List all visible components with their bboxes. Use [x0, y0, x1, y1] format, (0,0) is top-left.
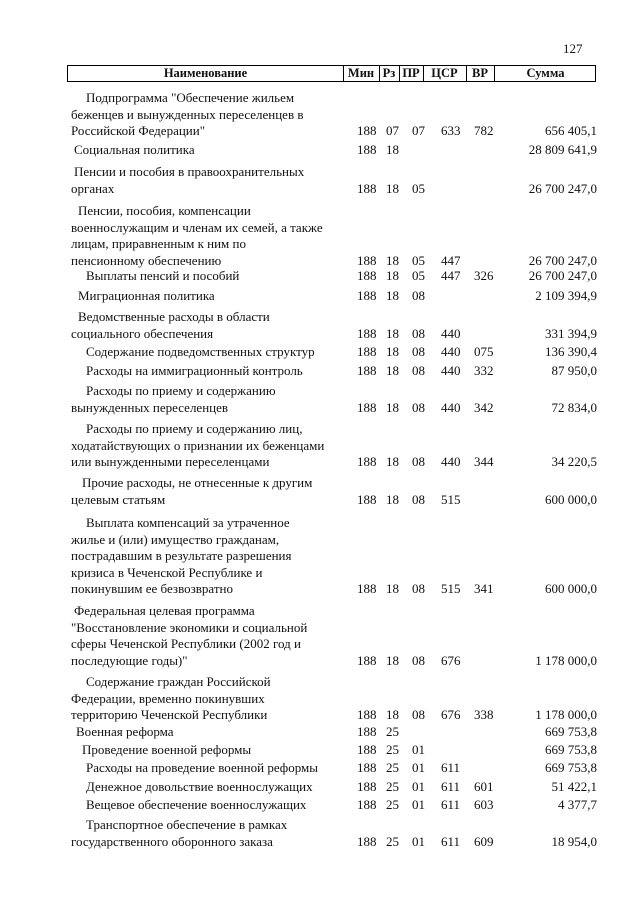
row-sum: 34 220,5	[551, 454, 597, 469]
row-csr: 676	[441, 652, 461, 668]
row-min: 188	[357, 344, 377, 359]
row-csr: 440	[441, 344, 461, 359]
row-csr: 440	[441, 325, 461, 341]
row-vr: 603	[474, 797, 494, 812]
row-min: 188	[357, 454, 377, 469]
row-sum: 26 700 247,0	[528, 180, 597, 196]
row-name-line: целевым статьям	[71, 491, 166, 507]
row-csr: 447	[441, 252, 461, 268]
row-pr: 01	[412, 833, 425, 849]
row-vr: 326	[474, 268, 494, 283]
row-vr: 332	[474, 363, 494, 378]
row-min: 188	[357, 325, 377, 341]
row-sum: 18 954,0	[551, 833, 597, 849]
row-name-line: Миграционная политика	[78, 288, 215, 303]
header-sum: Сумма	[526, 66, 565, 80]
row-name-line: Ведомственные расходы в области	[78, 309, 270, 324]
row-name-line: последующие годы)"	[71, 652, 188, 668]
row-pr: 01	[412, 779, 425, 794]
row-rz: 18	[386, 454, 399, 469]
row-sum: 600 000,0	[545, 581, 597, 596]
row-pr: 08	[412, 288, 425, 303]
row-min: 188	[357, 268, 377, 283]
row-csr: 447	[441, 268, 461, 283]
row-vr: 782	[474, 123, 494, 138]
row-csr: 440	[441, 454, 461, 469]
row-pr: 01	[412, 760, 425, 775]
row-pr: 08	[412, 325, 425, 341]
row-sum: 669 753,8	[545, 760, 597, 775]
row-pr: 08	[412, 491, 425, 507]
row-name-line: социального обеспечения	[71, 325, 214, 341]
row-rz: 18	[386, 399, 399, 415]
row-sum: 600 000,0	[545, 491, 597, 507]
row-min: 188	[357, 180, 377, 196]
row-csr: 611	[441, 760, 461, 775]
row-name-line: сферы Чеченской Республики (2002 год и	[71, 636, 301, 651]
row-rz: 07	[386, 123, 399, 138]
row-name-line: Российской Федерации"	[71, 123, 206, 138]
row-min: 188	[357, 742, 377, 757]
row-rz: 25	[386, 760, 399, 775]
row-name-line: Федерации, временно покинувших	[71, 690, 265, 706]
row-csr: 611	[441, 797, 461, 812]
row-rz: 18	[386, 288, 399, 303]
row-rz: 18	[386, 325, 399, 341]
row-sum: 669 753,8	[545, 742, 597, 757]
row-name-line: Выплаты пенсий и пособий	[86, 268, 240, 283]
row-min: 188	[357, 288, 377, 303]
row-min: 188	[357, 760, 377, 775]
row-sum: 136 390,4	[545, 344, 597, 359]
row-sum: 669 753,8	[545, 724, 597, 739]
header-pr: ПР	[402, 66, 420, 80]
row-name-line: Расходы по приему и содержанию	[86, 383, 276, 398]
row-name-line: Расходы на проведение военной реформы	[86, 760, 318, 775]
row-min: 188	[357, 833, 377, 849]
row-name-line: покинувшим ее безвозвратно	[71, 581, 233, 596]
row-pr: 05	[412, 268, 425, 283]
row-name-line: лицам, приравненным к ним по	[71, 236, 246, 251]
row-name-line: Социальная политика	[74, 142, 195, 157]
row-name-line: Федеральная целевая программа	[74, 603, 255, 618]
row-csr: 633	[441, 123, 461, 138]
row-name-line: Подпрограмма "Обеспечение жильем	[86, 90, 295, 105]
row-pr: 08	[412, 399, 425, 415]
row-vr: 601	[474, 779, 494, 794]
header-min: Мин	[347, 66, 375, 80]
row-name-line: Расходы на иммиграционный контроль	[86, 363, 303, 378]
row-rz: 25	[386, 779, 399, 794]
row-vr: 338	[474, 707, 494, 722]
row-rz: 25	[386, 833, 399, 849]
row-min: 188	[357, 363, 377, 378]
row-csr: 611	[441, 779, 461, 794]
header-rz: Рз	[382, 66, 396, 80]
row-sum: 2 109 394,9	[535, 288, 597, 303]
row-pr: 01	[412, 797, 425, 812]
header-vr: ВР	[472, 66, 488, 80]
row-pr: 08	[412, 363, 425, 378]
row-rz: 18	[386, 344, 399, 359]
row-name-line: Транспортное обеспечение в рамках	[86, 817, 288, 832]
row-name-line: ходатайствующих о признании их беженцами	[71, 437, 325, 453]
row-name-line: Денежное довольствие военнослужащих	[86, 779, 313, 794]
row-rz: 18	[386, 707, 399, 722]
row-pr: 08	[412, 344, 425, 359]
row-vr: 075	[474, 344, 494, 359]
row-name-line: вынужденных переселенцев	[71, 399, 229, 415]
row-pr: 08	[412, 581, 425, 596]
row-name-line: Вещевое обеспечение военнослужащих	[86, 797, 307, 812]
row-name-line: пенсионному обеспечению	[71, 252, 222, 268]
row-name-line: государственного оборонного заказа	[71, 833, 273, 849]
row-sum: 1 178 000,0	[535, 707, 597, 722]
row-min: 188	[357, 142, 377, 157]
row-vr: 342	[474, 399, 494, 415]
row-pr: 01	[412, 742, 425, 757]
row-min: 188	[357, 399, 377, 415]
row-name-line: кризиса в Чеченской Республике и	[71, 564, 263, 580]
row-name-line: Проведение военной реформы	[82, 742, 252, 757]
row-rz: 18	[386, 363, 399, 378]
row-sum: 51 422,1	[551, 779, 597, 794]
row-vr: 609	[474, 833, 494, 849]
row-vr: 341	[474, 581, 494, 596]
row-rz: 18	[386, 268, 399, 283]
row-sum: 1 178 000,0	[535, 652, 597, 668]
row-name-line: территорию Чеченской Республики	[71, 707, 268, 722]
row-csr: 440	[441, 399, 461, 415]
row-name-line: военнослужащим и членам их семей, а также	[71, 219, 323, 235]
row-sum: 72 834,0	[551, 399, 597, 415]
row-name-line: Содержание подведомственных структур	[86, 344, 315, 359]
row-sum: 656 405,1	[545, 123, 597, 138]
row-name-line: Содержание граждан Российской	[86, 674, 271, 689]
row-name-line: или вынужденными переселенцами	[71, 454, 270, 469]
row-pr: 07	[412, 123, 425, 138]
row-min: 188	[357, 797, 377, 812]
row-sum: 4 377,7	[558, 797, 597, 812]
row-csr: 515	[441, 491, 461, 507]
row-rz: 18	[386, 581, 399, 596]
row-pr: 05	[412, 252, 425, 268]
row-sum: 26 700 247,0	[528, 252, 597, 268]
row-name-line: органах	[71, 180, 115, 196]
row-rz: 18	[386, 252, 399, 268]
row-sum: 87 950,0	[551, 363, 597, 378]
page-number: 127	[563, 41, 583, 56]
header-name: Наименование	[163, 66, 248, 80]
row-sum: 26 700 247,0	[528, 268, 597, 283]
row-min: 188	[357, 707, 377, 722]
row-vr: 344	[474, 454, 494, 469]
row-name-line: Пенсии и пособия в правоохранительных	[74, 164, 305, 179]
row-rz: 25	[386, 797, 399, 812]
row-min: 188	[357, 724, 377, 739]
row-rz: 18	[386, 142, 399, 157]
row-pr: 05	[412, 180, 425, 196]
row-min: 188	[357, 252, 377, 268]
header-csr: ЦСР	[431, 66, 458, 80]
row-rz: 25	[386, 724, 399, 739]
row-sum: 331 394,9	[545, 325, 597, 341]
row-csr: 440	[441, 363, 461, 378]
row-rz: 25	[386, 742, 399, 757]
row-sum: 28 809 641,9	[528, 142, 597, 157]
row-name-line: Прочие расходы, не отнесенные к другим	[82, 475, 313, 490]
row-min: 188	[357, 491, 377, 507]
row-name-line: Выплата компенсаций за утраченное	[86, 515, 290, 530]
row-csr: 676	[441, 707, 461, 722]
row-csr: 515	[441, 581, 461, 596]
row-rz: 18	[386, 491, 399, 507]
row-pr: 08	[412, 652, 425, 668]
row-rz: 18	[386, 652, 399, 668]
row-min: 188	[357, 779, 377, 794]
row-csr: 611	[441, 833, 461, 849]
row-min: 188	[357, 581, 377, 596]
row-name-line: Расходы по приему и содержанию лиц,	[86, 421, 303, 436]
row-name-line: жилье и (или) имущество гражданам,	[71, 531, 280, 547]
row-pr: 08	[412, 454, 425, 469]
row-name-line: Военная реформа	[76, 724, 174, 739]
row-min: 188	[357, 123, 377, 138]
row-rz: 18	[386, 180, 399, 196]
row-min: 188	[357, 652, 377, 668]
row-name-line: пострадавшим в результате разрешения	[71, 548, 292, 563]
row-pr: 08	[412, 707, 425, 722]
row-name-line: "Восстановление экономики и социальной	[71, 619, 308, 635]
row-name-line: Пенсии, пособия, компенсации	[78, 203, 251, 218]
row-name-line: беженцев и вынужденных переселенцев в	[71, 106, 304, 122]
